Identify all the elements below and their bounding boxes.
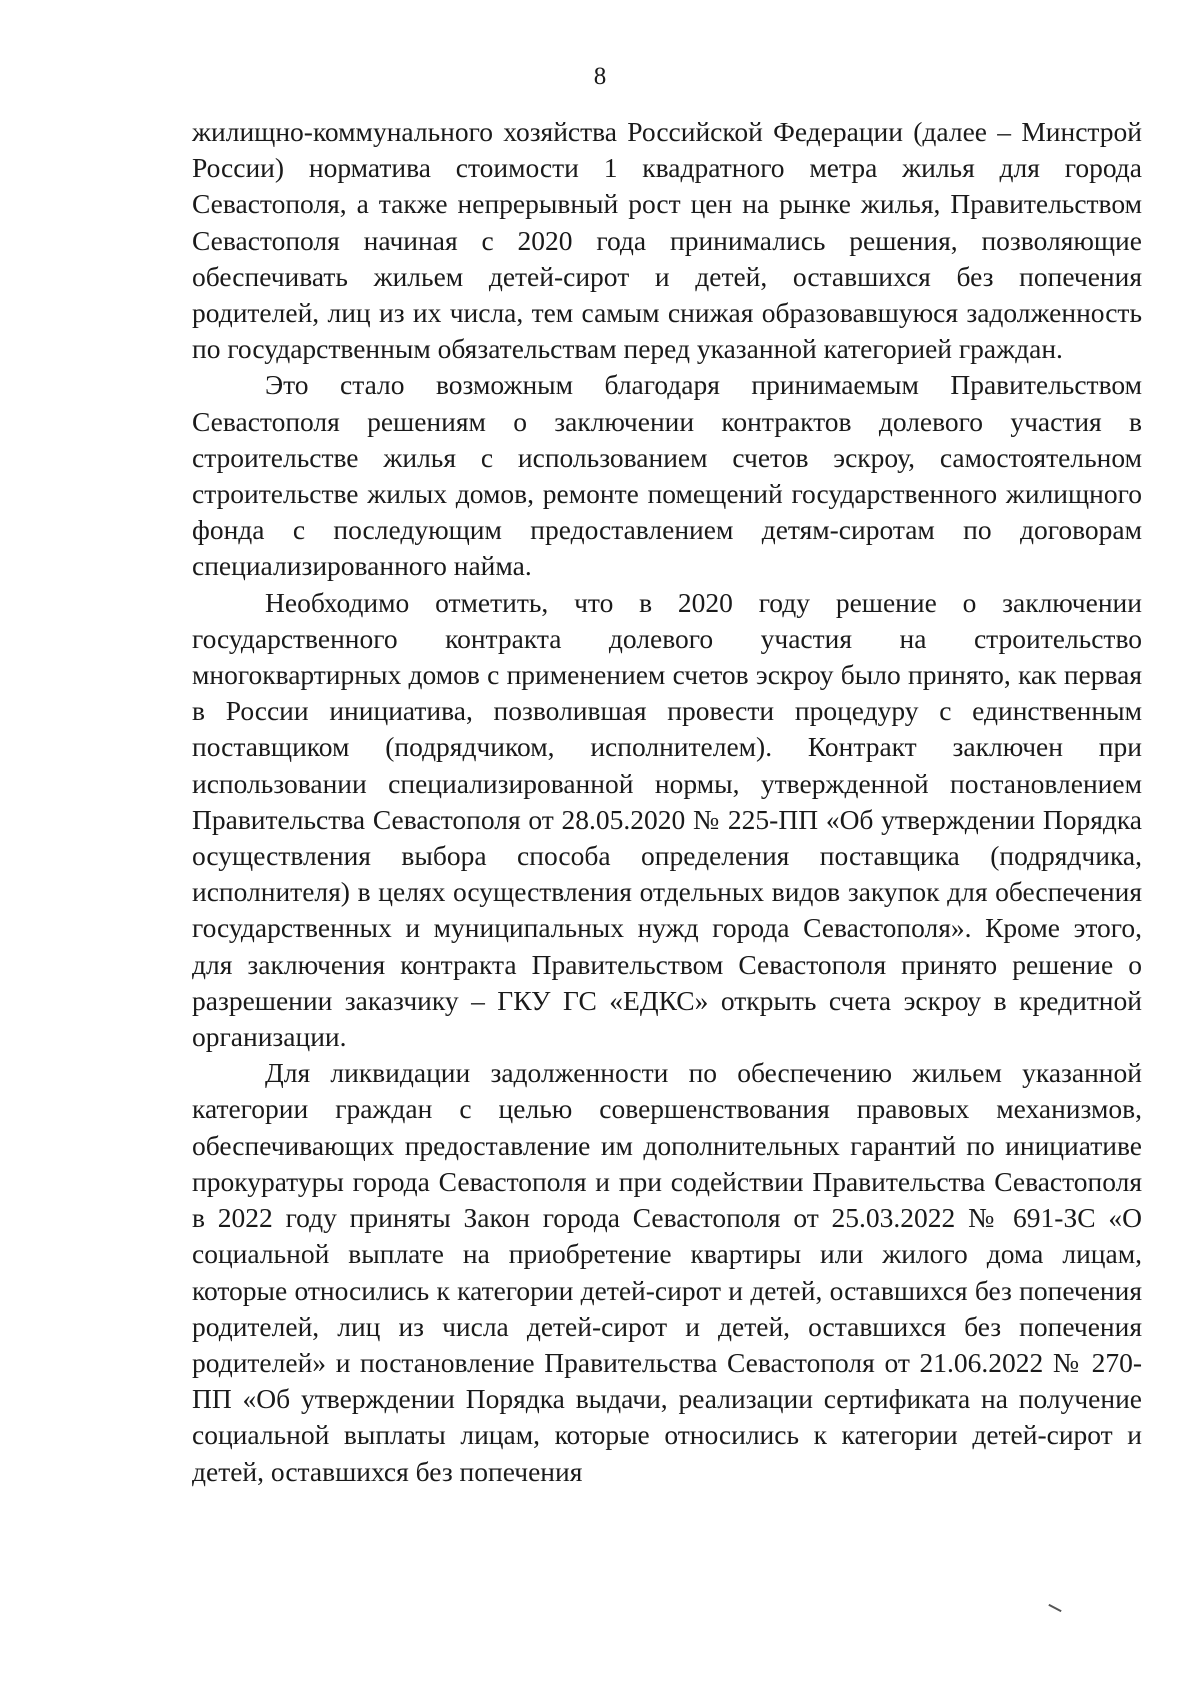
document-body [192, 114, 1142, 1490]
paragraph-1: жилищно-коммунального хозяйства Российской Федерации (далее – Минстрой России) норматива стоимости 1 квадратного метра жилья для города Севастополя, а также непрерывный рост цен на рынке жилья, Правительством Севастополя начиная с 2020 года принимались решения, позволяющие обеспечивать жильем детей-сирот и детей, оставшихся без попечения родителей, лиц из их числа, тем самым снижая образовавшуюся задолженность по государственным обязательствам перед указанной категорией граждан. [192, 116, 1142, 365]
page-number: 8 [593, 63, 607, 90]
paragraph-4: Для ликвидации задолженности по обеспечению жильем указанной категории граждан с целью совершенствования правовых механизмов, обеспечивающих предоставление им дополнительных гарантий по инициативе прокуратуры города Севастополя и при содействии Правительства Севастополя в 2022 году приняты Закон города Севастополя от 25.03.2022 № 691-ЗС «О социальной выплате на приобретение квартиры или жилого дома лицам, которые относились к категории детей-сирот и детей, оставшихся без попечения родителей, лиц из числа детей-сирот и детей, оставшихся без попечения родителей» и постановление Правительства Севастополя от 21.06.2022 № 270-ПП «Об утверждении Порядка выдачи, реализации сертификата на получение социальной выплаты лицам, которые относились к категории детей-сирот и детей, оставшихся без попечения [192, 1057, 1142, 1487]
scan-artifact-mark [1048, 1604, 1061, 1612]
paragraph-3: Необходимо отметить, что в 2020 году решение о заключении государственного контракта долевого участия на строительство многоквартирных домов с применением счетов эскроу было принято, как первая в России инициатива, позволившая провести процедуру с единственным поставщиком (подрядчиком, исполнителем). Контракт заключен при использовании специализированной нормы, утвержденной постановлением Правительства Севастополя от 28.05.2020 № 225-ПП «Об утверждении Порядка осуществления выбора способа определения поставщика (подрядчика, исполнителя) в целях осуществления отдельных видов закупок для обеспечения государственных и муниципальных нужд города Севастополя». Кроме этого, для заключения контракта Правительством Севастополя принято решение о разрешении заказчику – ГКУ ГС «ЕДКС» открыть счета эскроу в кредитной организации. [192, 586, 1142, 1053]
paragraph-2: Это стало возможным благодаря принимаемым Правительством Севастополя решениям о заключении контрактов долевого участия в строительстве жилья с использованием счетов эскроу, самостоятельном строительстве жилых домов, ремонте помещений государственного жилищного фонда с последующим предоставлением детям-сиротам по договорам специализированного найма. [192, 369, 1142, 582]
